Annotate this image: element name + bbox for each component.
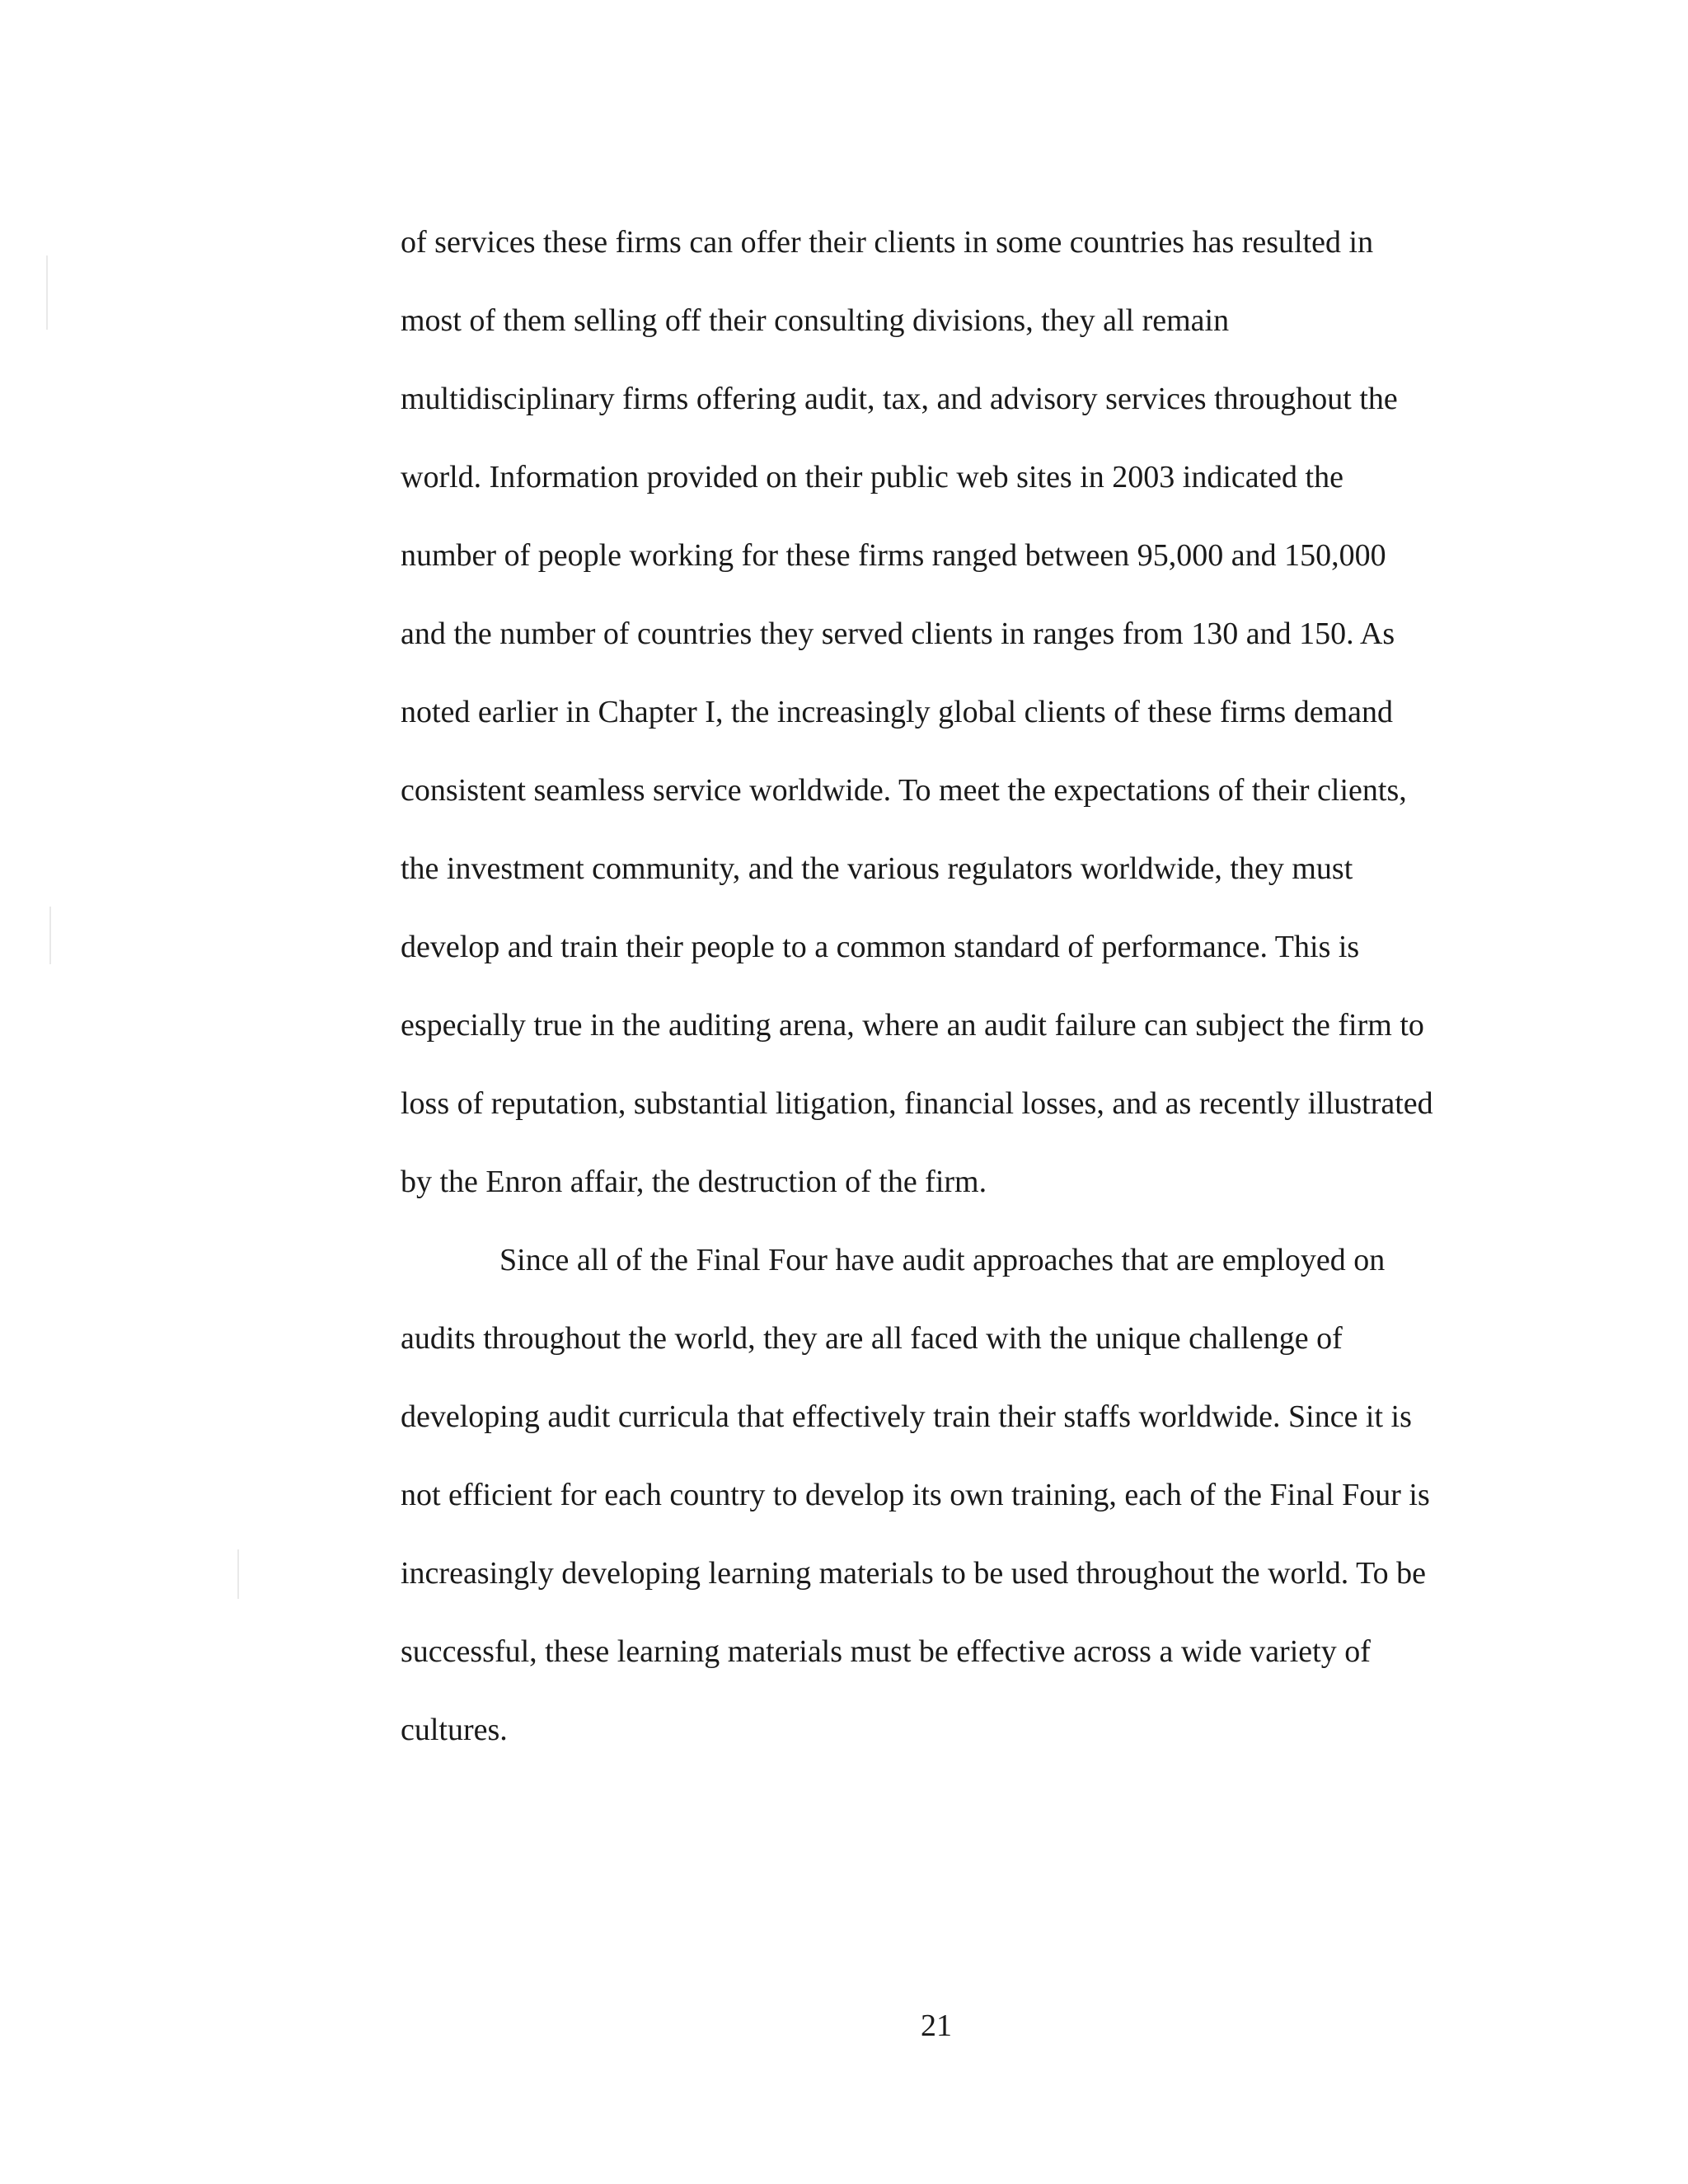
body-line-1-13: by the Enron affair, the destruction of the firm. bbox=[401, 1165, 987, 1199]
body-line-1-12: loss of reputation, substantial litigation, financial losses, and as recently illustrated bbox=[401, 1086, 1433, 1121]
body-line-2-6: successful, these learning materials must be effective across a wide variety of bbox=[401, 1634, 1371, 1669]
body-line-2-7: cultures. bbox=[401, 1713, 508, 1747]
scan-artifact bbox=[49, 907, 51, 964]
scan-artifact bbox=[46, 255, 48, 330]
body-line-1-7: noted earlier in Chapter I, the increasingly global clients of these firms demand bbox=[401, 695, 1393, 729]
body-line-1-1: of services these firms can offer their clients in some countries has resulted in bbox=[401, 225, 1374, 260]
page-number: 21 bbox=[921, 2008, 952, 2043]
body-line-2-2: audits throughout the world, they are all faced with the unique challenge of bbox=[401, 1321, 1343, 1356]
body-line-2-3: developing audit curricula that effectively train their staffs worldwide. Since it is bbox=[401, 1399, 1412, 1434]
body-line-1-6: and the number of countries they served clients in ranges from 130 and 150. As bbox=[401, 616, 1395, 651]
body-line-2-5: increasingly developing learning materials to be used throughout the world. To be bbox=[401, 1556, 1426, 1591]
body-line-1-9: the investment community, and the various regulators worldwide, they must bbox=[401, 851, 1353, 886]
body-line-1-11: especially true in the auditing arena, where an audit failure can subject the firm to bbox=[401, 1008, 1424, 1043]
body-line-1-4: world. Information provided on their public web sites in 2003 indicated the bbox=[401, 460, 1343, 494]
body-line-1-3: multidisciplinary firms offering audit, tax, and advisory services throughout the bbox=[401, 382, 1398, 416]
body-line-1-2: most of them selling off their consulting divisions, they all remain bbox=[401, 303, 1230, 338]
scan-artifact bbox=[237, 1549, 239, 1599]
body-line-1-5: number of people working for these firms ranged between 95,000 and 150,000 bbox=[401, 538, 1386, 573]
body-line-1-10: develop and train their people to a common standard of performance. This is bbox=[401, 930, 1360, 964]
body-line-2-1: Since all of the Final Four have audit approaches that are employed on bbox=[499, 1243, 1386, 1277]
body-line-1-8: consistent seamless service worldwide. To meet the expectations of their clients, bbox=[401, 773, 1407, 808]
body-line-2-4: not efficient for each country to develop its own training, each of the Final Four is bbox=[401, 1478, 1430, 1512]
